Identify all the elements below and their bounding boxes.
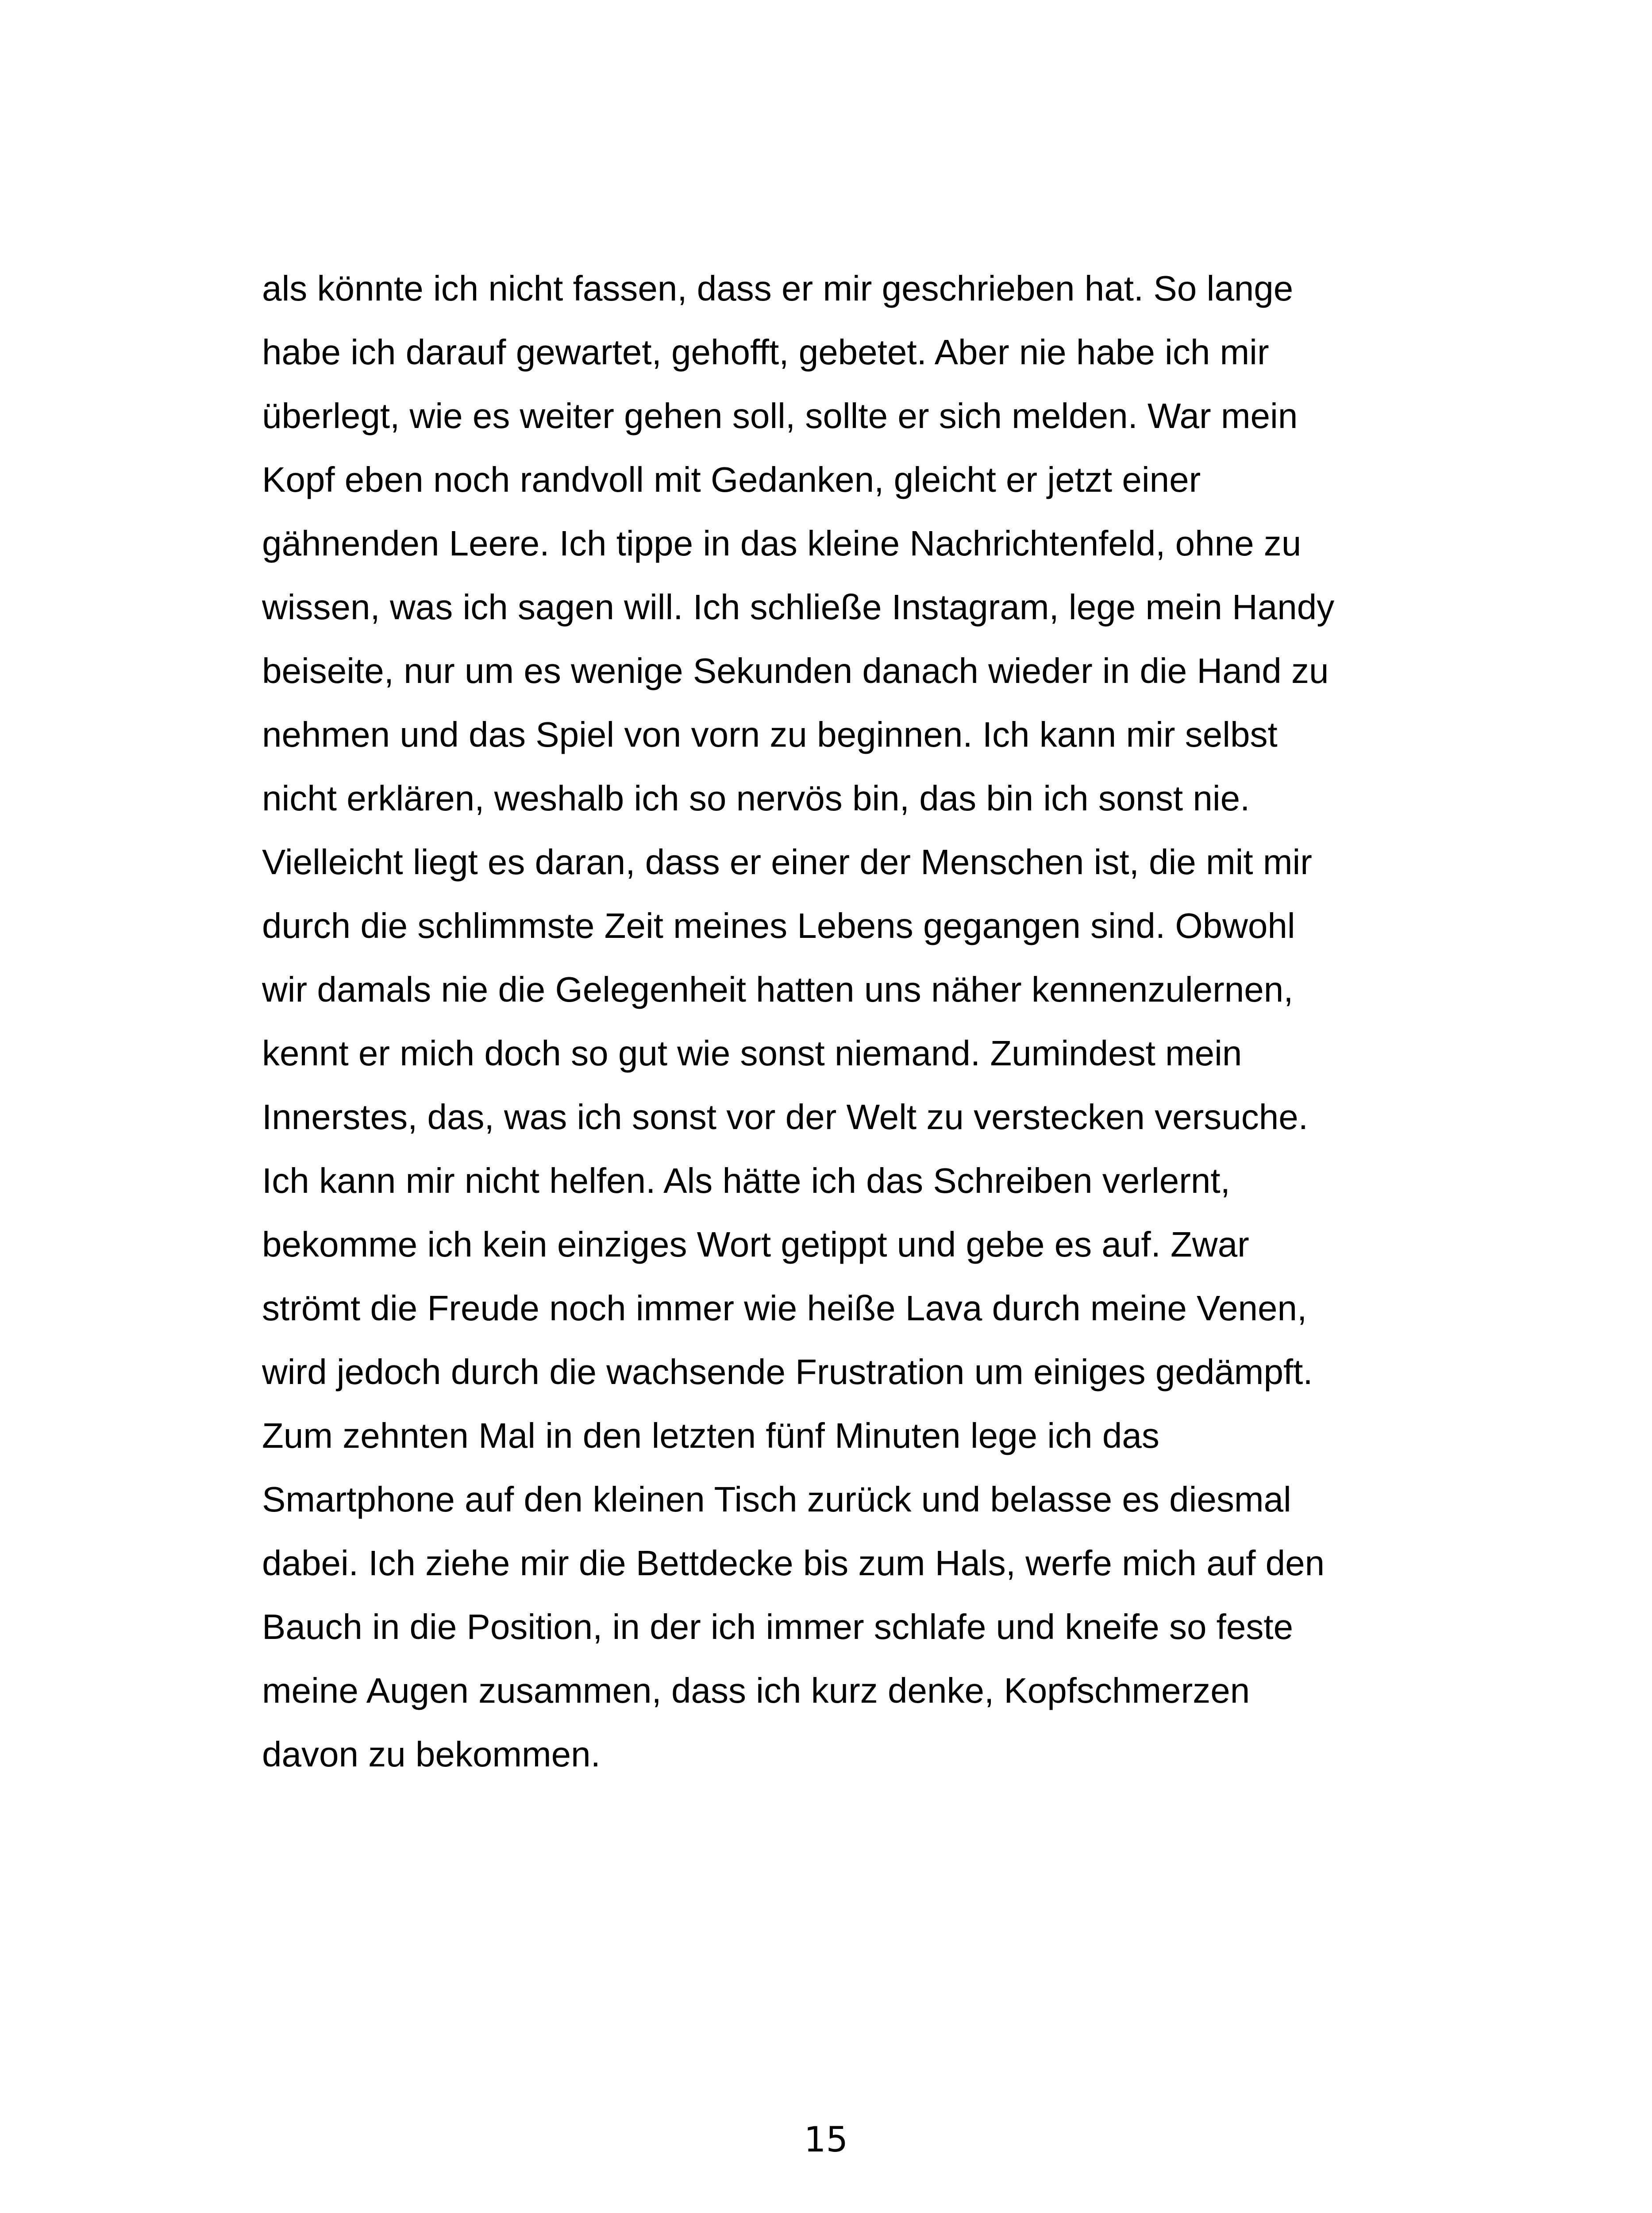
text-line: Innerstes, das, was ich sonst vor der Welt zu verstecken versuche.: [262, 1097, 1308, 1137]
text-line: davon zu bekommen.: [262, 1735, 601, 1774]
text-line: Ich kann mir nicht helfen. Als hätte ich das Schreiben verlernt,: [262, 1161, 1230, 1200]
text-line: durch die schlimmste Zeit meines Lebens gegangen sind. Obwohl: [262, 906, 1295, 945]
text-line: dabei. Ich ziehe mir die Bettdecke bis zum Hals, werfe mich auf den: [262, 1543, 1325, 1583]
text-line: Bauch in die Position, in der ich immer schlafe und kneife so feste: [262, 1607, 1294, 1646]
text-line: überlegt, wie es weiter gehen soll, sollte er sich melden. War mein: [262, 396, 1298, 436]
text-line: beiseite, nur um es wenige Sekunden danach wieder in die Hand zu: [262, 651, 1329, 690]
text-line: wissen, was ich sagen will. Ich schließe Instagram, lege mein Handy: [262, 587, 1335, 627]
text-line: Kopf eben noch randvoll mit Gedanken, gleicht er jetzt einer: [262, 460, 1201, 499]
text-line: gähnenden Leere. Ich tippe in das kleine Nachrichtenfeld, ohne zu: [262, 524, 1302, 563]
text-line: habe ich darauf gewartet, gehofft, gebetet. Aber nie habe ich mir: [262, 332, 1269, 372]
text-line: meine Augen zusammen, dass ich kurz denke, Kopfschmerzen: [262, 1671, 1250, 1710]
body-text: [262, 257, 1457, 1786]
text-line: Smartphone auf den kleinen Tisch zurück und belasse es diesmal: [262, 1480, 1291, 1519]
text-line: nicht erklären, weshalb ich so nervös bin, das bin ich sonst nie.: [262, 779, 1250, 818]
text-line: bekomme ich kein einziges Wort getippt und gebe es auf. Zwar: [262, 1225, 1249, 1264]
text-line: als könnte ich nicht fassen, dass er mir geschrieben hat. So lange: [262, 269, 1294, 308]
text-line: Vielleicht liegt es daran, dass er einer der Menschen ist, die mit mir: [262, 842, 1312, 882]
text-line: nehmen und das Spiel von vorn zu beginnen. Ich kann mir selbst: [262, 715, 1278, 754]
text-line: wir damals nie die Gelegenheit hatten uns näher kennenzulernen,: [262, 970, 1294, 1009]
text-line: kennt er mich doch so gut wie sonst niemand. Zumindest mein: [262, 1033, 1242, 1073]
text-line: strömt die Freude noch immer wie heiße Lava durch meine Venen,: [262, 1288, 1307, 1328]
text-line: Zum zehnten Mal in den letzten fünf Minuten lege ich das: [262, 1416, 1159, 1455]
text-line: wird jedoch durch die wachsende Frustration um einiges gedämpft.: [262, 1352, 1313, 1392]
page-number: 15: [804, 2120, 848, 2160]
